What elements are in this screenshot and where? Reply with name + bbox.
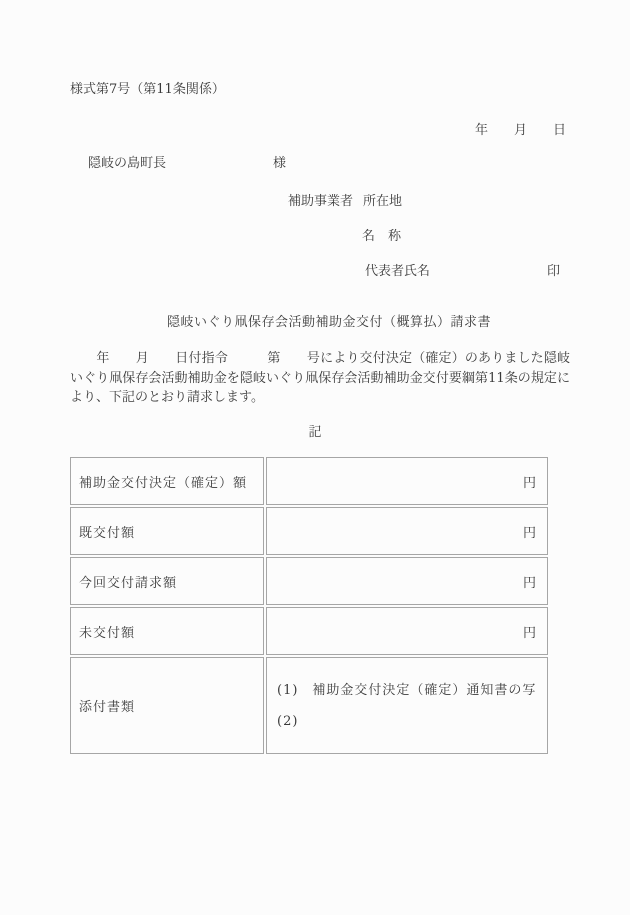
table-row [70, 507, 548, 555]
body-paragraph: 年 月 日付指令 第 号により交付決定（確定）のありました隠岐いぐり凧保存会活動補助金を隠岐いぐり凧保存会活動補助金交付要綱第11条の規定により、下記のとおり請求します。 [70, 351, 570, 405]
applicant-address-label: 所在地 [363, 194, 403, 209]
seal-mark: 印 [547, 264, 561, 279]
record-marker: 記 [308, 425, 322, 440]
amount-cell [266, 457, 548, 505]
applicant-name-label: 名 称 [362, 229, 402, 244]
amount-unit: 円 [522, 475, 537, 491]
applicant-line [288, 190, 402, 209]
attachment-line-1: (1) 補助金交付決定（確定）通知書の写 [277, 682, 537, 698]
addressee-line [88, 152, 286, 171]
amount-cell [266, 607, 548, 655]
row-label: 既交付額 [70, 507, 264, 555]
addressee-honorific: 様 [273, 156, 287, 171]
amount-cell [266, 557, 548, 605]
table-row-attachments [70, 657, 548, 754]
amount-unit: 円 [522, 575, 537, 591]
row-label: 今回交付請求額 [70, 557, 264, 605]
attachments-label: 添付書類 [70, 657, 264, 754]
addressee-name: 隠岐の島町長 [88, 156, 167, 171]
table-row [70, 457, 548, 505]
table-row [70, 607, 548, 655]
applicant-representative-line [365, 260, 560, 279]
attachment-line-2: (2) [277, 713, 299, 729]
table-row [70, 557, 548, 605]
document-title: 隠岐いぐり凧保存会活動補助金交付（概算払）請求書 [166, 315, 491, 330]
amount-cell [266, 507, 548, 555]
request-table [68, 455, 550, 756]
amount-unit: 円 [522, 525, 537, 541]
applicant-representative-label: 代表者氏名 [365, 264, 431, 279]
attachments-cell [266, 657, 548, 754]
row-label: 補助金交付決定（確定）額 [70, 457, 264, 505]
row-label: 未交付額 [70, 607, 264, 655]
date-line: 年 月 日 [474, 123, 566, 138]
applicant-label: 補助事業者 [288, 194, 354, 209]
form-number: 様式第7号（第11条関係） [70, 82, 225, 97]
amount-unit: 円 [522, 625, 537, 641]
